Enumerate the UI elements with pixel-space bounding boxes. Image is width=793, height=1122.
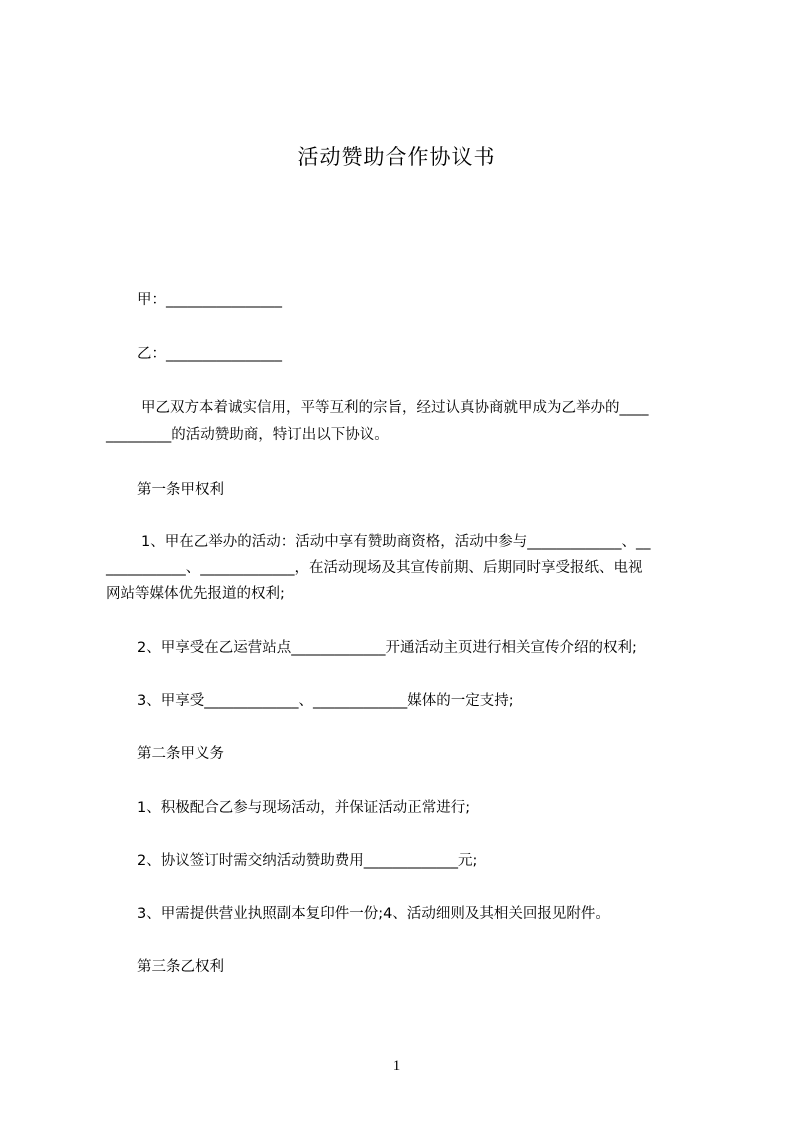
article-1-heading: 第一条甲权利: [137, 482, 224, 498]
party-a-line: 甲：________________: [137, 292, 282, 308]
article-1-item-1-line-3: 网站等媒体优先报道的权利;: [106, 586, 285, 602]
article-2-item-3: 3、甲需提供营业执照副本复印件一份;4、活动细则及其相关回报见附件。: [137, 906, 610, 922]
intro-paragraph-line-2: _________的活动赞助商，特订出以下协议。: [106, 427, 389, 443]
article-1-item-3: 3、甲享受_____________、_____________媒体的一定支持;: [137, 693, 514, 709]
article-2-item-1: 1、积极配合乙参与现场活动，并保证活动正常进行;: [137, 800, 471, 816]
article-1-item-1-line-2: ___________、_____________，在活动现场及其宣传前期、后期同时享受报纸、电视: [106, 560, 643, 576]
article-1-item-1-line-1: 1、甲在乙举办的活动：活动中享有赞助商资格，活动中参与_____________、__: [141, 534, 651, 550]
page-number: 1: [392, 1058, 401, 1074]
intro-paragraph-line-1: 甲乙双方本着诚实信用，平等互利的宗旨，经过认真协商就甲成为乙举办的____: [141, 400, 649, 416]
article-2-heading: 第二条甲义务: [137, 746, 224, 762]
article-2-item-2: 2、协议签订时需交纳活动赞助费用_____________元;: [137, 853, 478, 869]
article-3-heading: 第三条乙权利: [137, 959, 224, 975]
article-1-item-2: 2、甲享受在乙运营站点_____________开通活动主页进行相关宣传介绍的权利;: [137, 640, 637, 656]
party-b-line: 乙：________________: [137, 346, 282, 362]
page-title: 活动赞助合作协议书: [297, 145, 496, 169]
